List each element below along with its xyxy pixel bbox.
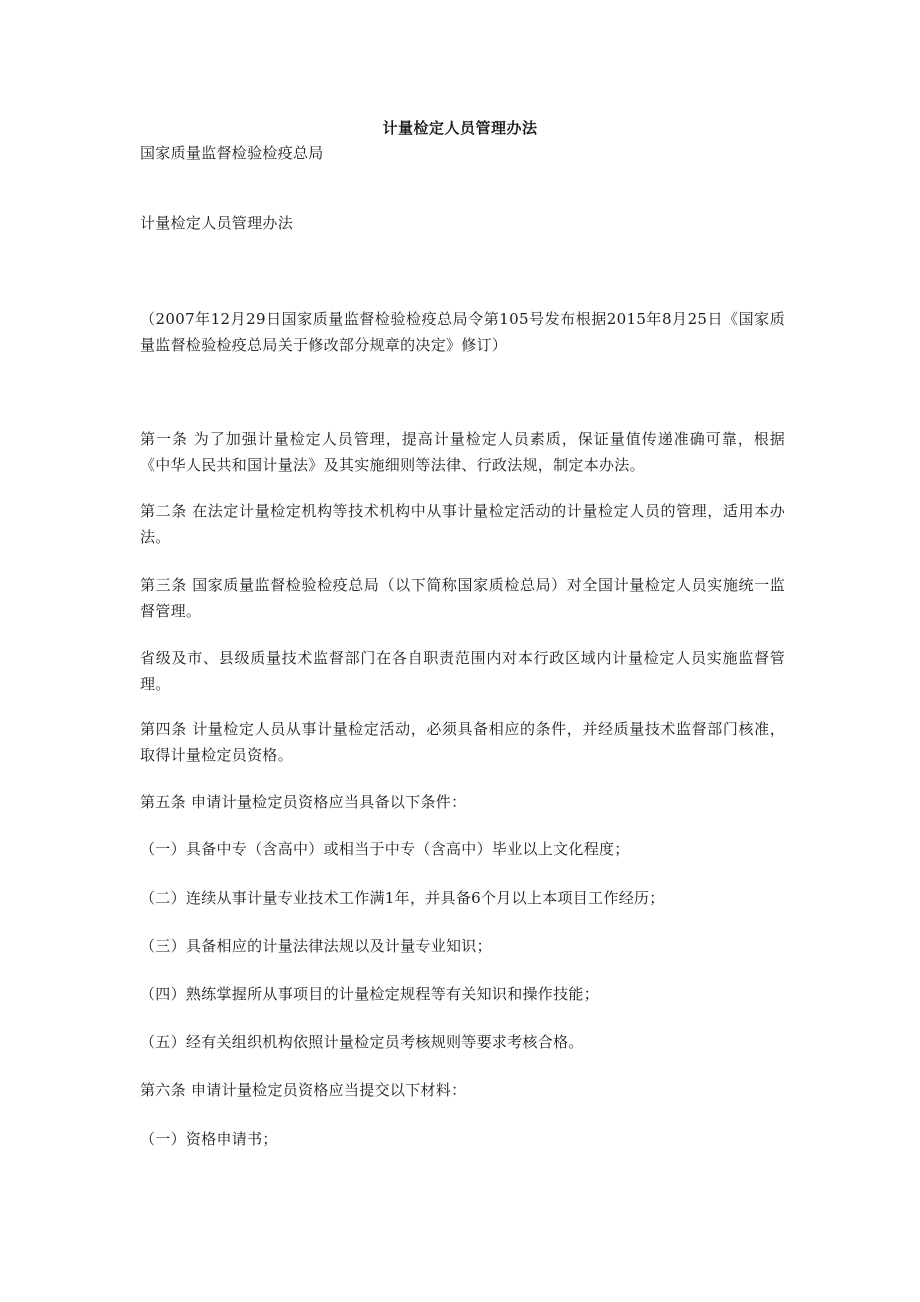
article-4: 第四条 计量检定人员从事计量检定活动，必须具备相应的条件，并经质量技术监督部门核准，取得计量检定员资格。: [140, 720, 785, 764]
article-5-item-2: （二）连续从事计量专业技术工作满1年，并具备6个月以上本项目工作经历；: [140, 889, 665, 907]
article-5: 第五条 申请计量检定员资格应当具备以下条件：: [140, 793, 467, 811]
article-5-item-4: （四）熟练掌握所从事项目的计量检定规程等有关知识和操作技能；: [140, 985, 600, 1003]
article-3-paragraph-2: 省级及市、县级质量技术监督部门在各自职责范围内对本行政区域内计量检定人员实施监督管理。: [140, 649, 785, 693]
article-3: 第三条 国家质量监督检验检疫总局（以下简称国家质检总局）对全国计量检定人员实施统一监督管理。: [140, 576, 785, 620]
article-5-item-5: （五）经有关组织机构依照计量检定员考核规则等要求考核合格。: [140, 1033, 584, 1051]
article-5-item-1: （一）具备中专（含高中）或相当于中专（含高中）毕业以上文化程度；: [140, 840, 630, 858]
issuer-line: 国家质量监督检验检疫总局: [140, 144, 324, 162]
document-title: 计量检定人员管理办法: [382, 119, 538, 137]
article-6: 第六条 申请计量检定员资格应当提交以下材料：: [140, 1081, 467, 1099]
article-2: 第二条 在法定计量检定机构等技术机构中从事计量检定活动的计量检定人员的管理，适用本办法。: [140, 502, 785, 546]
source-note: （2007年12月29日国家质量监督检验检疫总局令第105号发布根据2015年8月25日《国家质量监督检验检疫总局关于修改部分规章的决定》修订）: [140, 310, 785, 354]
document-subtitle: 计量检定人员管理办法: [140, 214, 294, 232]
article-5-item-3: （三）具备相应的计量法律法规以及计量专业知识；: [140, 937, 492, 955]
article-1: 第一条 为了加强计量检定人员管理，提高计量检定人员素质，保证量值传递准确可靠，根据《中华人民共和国计量法》及其实施细则等法律、行政法规，制定本办法。: [140, 430, 785, 474]
article-6-item-1: （一）资格申请书；: [140, 1130, 278, 1148]
